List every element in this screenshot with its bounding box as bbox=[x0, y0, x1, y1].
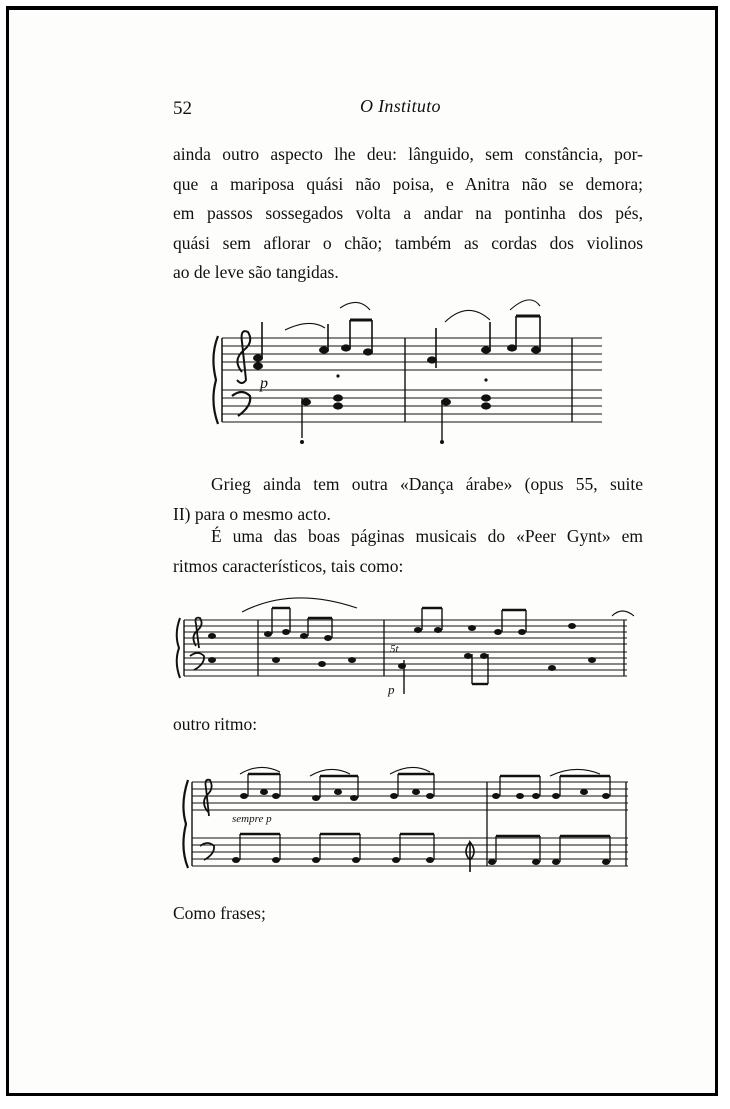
expression-marking: sempre p bbox=[232, 813, 272, 825]
label-como-frases: Como frases; bbox=[173, 903, 266, 923]
text-line: em passos sossegados volta a andar na pontinha dos pés, bbox=[173, 203, 643, 223]
text-line: quási sem aflorar o chão; também as cordas dos violinos bbox=[173, 232, 643, 253]
paragraph-3 bbox=[173, 522, 643, 581]
music-example-3 bbox=[180, 760, 642, 890]
paragraph-2 bbox=[173, 470, 643, 529]
text-line: que a mariposa quási não poisa, e Anitra não se demora; bbox=[173, 173, 643, 194]
music-example-1 bbox=[210, 290, 610, 450]
paragraph-1 bbox=[173, 140, 643, 288]
text-line: ainda outro aspecto lhe deu: lânguido, sem constância, por- bbox=[173, 144, 643, 164]
text-line: ritmos característicos, tais como: bbox=[173, 555, 404, 576]
music-example-2 bbox=[172, 590, 642, 700]
dynamic-marking: p bbox=[388, 682, 395, 697]
running-title: O Instituto bbox=[360, 96, 441, 116]
label-outro-ritmo: outro ritmo: bbox=[173, 714, 258, 734]
page-number: 52 bbox=[173, 98, 192, 119]
text-line: É uma das boas páginas musicais do «Peer Gynt» em bbox=[211, 526, 643, 546]
fingering-marking: 5t bbox=[390, 643, 399, 655]
text-line: ao de leve são tangidas. bbox=[173, 262, 339, 282]
dynamic-marking: p bbox=[260, 375, 268, 392]
text-line: Grieg ainda tem outra «Dança árabe» (opus 55, suite bbox=[211, 474, 643, 494]
text-line: II) para o mesmo acto. bbox=[173, 503, 331, 524]
